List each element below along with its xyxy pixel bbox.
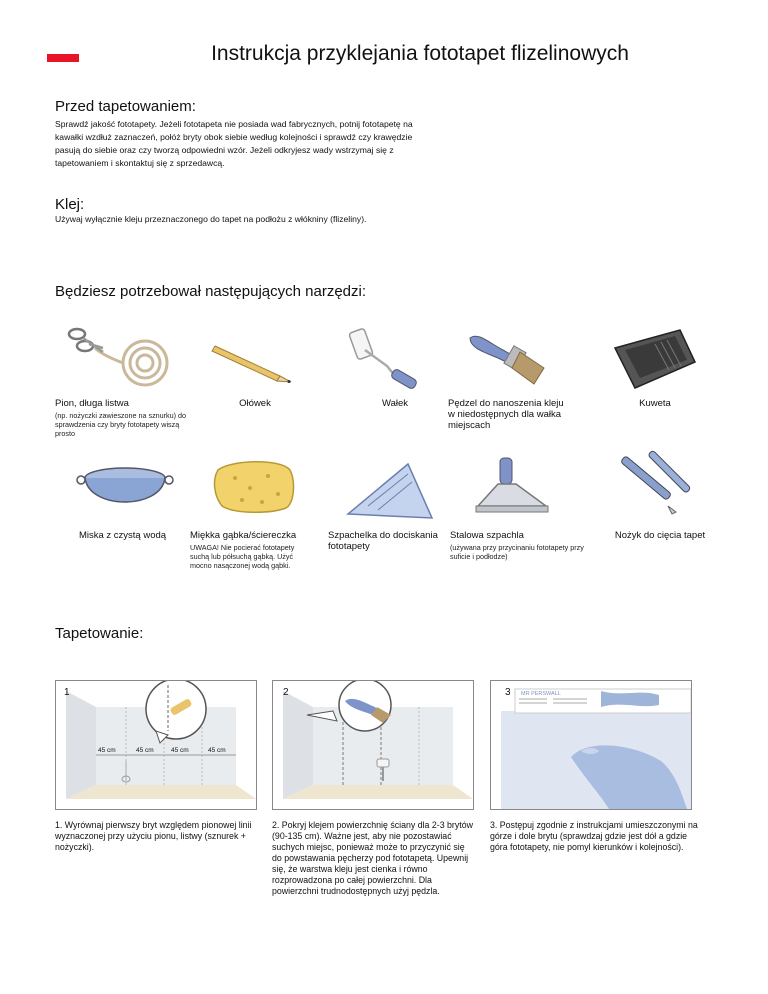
tool-brush <box>448 318 588 431</box>
wallpapering-heading: Tapetowanie: <box>55 625 144 642</box>
glue-heading: Klej: <box>55 196 85 213</box>
measure-label: 45 cm <box>171 747 189 754</box>
step-3-illustration <box>490 680 692 810</box>
step-1-illustration <box>55 680 257 810</box>
bowl-icon <box>55 448 195 528</box>
step-1-text: 1. Wyrównaj pierwszy bryt względem pionowej linii wyznaczonej przy użyciu pionu, listwy (sznurek + nożyczki). <box>55 820 252 852</box>
utility-knife-icon <box>590 448 730 528</box>
tool-note: (używana przy przycinaniu fototapety przy suficie i podłodze) <box>450 543 584 561</box>
wall-measure-diagram <box>56 681 256 809</box>
paint-tray-icon <box>585 318 725 398</box>
step-number: 1 <box>64 687 70 698</box>
step-3-text: 3. Postępuj zgodnie z instrukcjami umieszczonymi na górze i dole brytu (sprawdzaj gdzie jest dół a gdzie góra fototapety, nie pomyl kierunków i kolejności). <box>490 820 698 852</box>
brand-label: MR PERSWALL <box>521 691 561 697</box>
measure-label: 45 cm <box>136 747 154 754</box>
wallpaper-sheet-diagram <box>491 681 691 809</box>
tool-label: Pion, długa listwa <box>55 398 129 409</box>
pencil-icon <box>185 318 325 398</box>
brand-red-mark <box>47 54 79 62</box>
tool-pencil <box>185 318 325 409</box>
tool-roller <box>325 318 465 409</box>
tool-label: Miękka gąbka/ściereczka <box>190 530 297 541</box>
step-2-text: 2. Pokryj klejem powierzchnię ściany dla 2-3 brytów (90-135 cm). Ważne jest, aby nie pozostawiać suchych miejsc, ponieważ może to przyczynić się do powstawania pęcherzy pod fototapetą. Upewnij się, że warstwa kleju jest cienka i równo rozprowadzona po całej powierzchni. Dla powierzchni trudnodostępnych użyj pędzla. <box>272 820 473 896</box>
scissors-string-icon <box>55 318 195 398</box>
tools-heading: Będziesz potrzebował następujących narzędzi: <box>55 283 367 300</box>
tool-sponge <box>190 448 330 570</box>
plastic-spatula-icon <box>328 448 468 528</box>
tool-knife <box>590 448 730 541</box>
steel-spatula-icon <box>450 448 590 528</box>
before-text: Sprawdź jakość fototapety. Jeżeli fototapeta nie posiada wad fabrycznych, potnij fototapetę na kawałki wzdłuż zaznaczeń, połóż bryty obok siebie według kolejności i sprawdź czy krawędzie pasują do siebie oraz czy tworzą odpowiedni wzór. Jeżeli odkryjesz wady wstrzymaj się z tapetowaniem i skontaktuj się z sprzedawcą. <box>55 119 413 168</box>
paint-roller-icon <box>325 318 465 398</box>
tool-tray <box>585 318 725 409</box>
tool-note: (np. nożyczki zawieszone na sznurku) do sprawdzenia czy bryty fototapety wiszą prosto <box>55 411 187 438</box>
measure-label: 45 cm <box>208 747 226 754</box>
page-title: Instrukcja przyklejania fototapet flizelinowych <box>211 42 629 65</box>
step-number: 3 <box>505 687 511 698</box>
step-number: 2 <box>283 687 289 698</box>
tool-note: UWAGA! Nie pocierać fototapety suchą lub półsuchą gąbką. Użyć mocno nasączonej wodą gąbki. <box>190 543 295 570</box>
tool-plastic-spatula <box>328 448 468 552</box>
tool-plumb-line <box>55 318 195 438</box>
tool-label: Ołówek <box>239 398 271 409</box>
glue-text: Używaj wyłącznie kleju przeznaczonego do tapet na podłożu z włókniny (flizeliny). <box>55 214 367 224</box>
tool-label: Nożyk do cięcia tapet <box>614 530 706 541</box>
tool-label: Szpachelka do dociskania fototapety <box>328 530 438 552</box>
tool-label: Wałek <box>381 398 409 409</box>
sponge-icon <box>190 448 330 528</box>
wall-glue-diagram <box>273 681 473 809</box>
tool-label: Stalowa szpachla <box>450 530 524 541</box>
measure-label: 45 cm <box>98 747 116 754</box>
tool-label: Kuweta <box>639 398 671 409</box>
brush-icon <box>448 318 588 398</box>
tool-label: Miska z czystą wodą <box>78 530 167 541</box>
tool-bowl <box>55 448 190 541</box>
before-heading: Przed tapetowaniem: <box>55 98 196 115</box>
tool-label: Pędzel do nanoszenia kleju w niedostępnych dla wałka miejscach <box>448 398 564 431</box>
step-2-illustration <box>272 680 474 810</box>
tool-steel-spatula <box>450 448 590 561</box>
